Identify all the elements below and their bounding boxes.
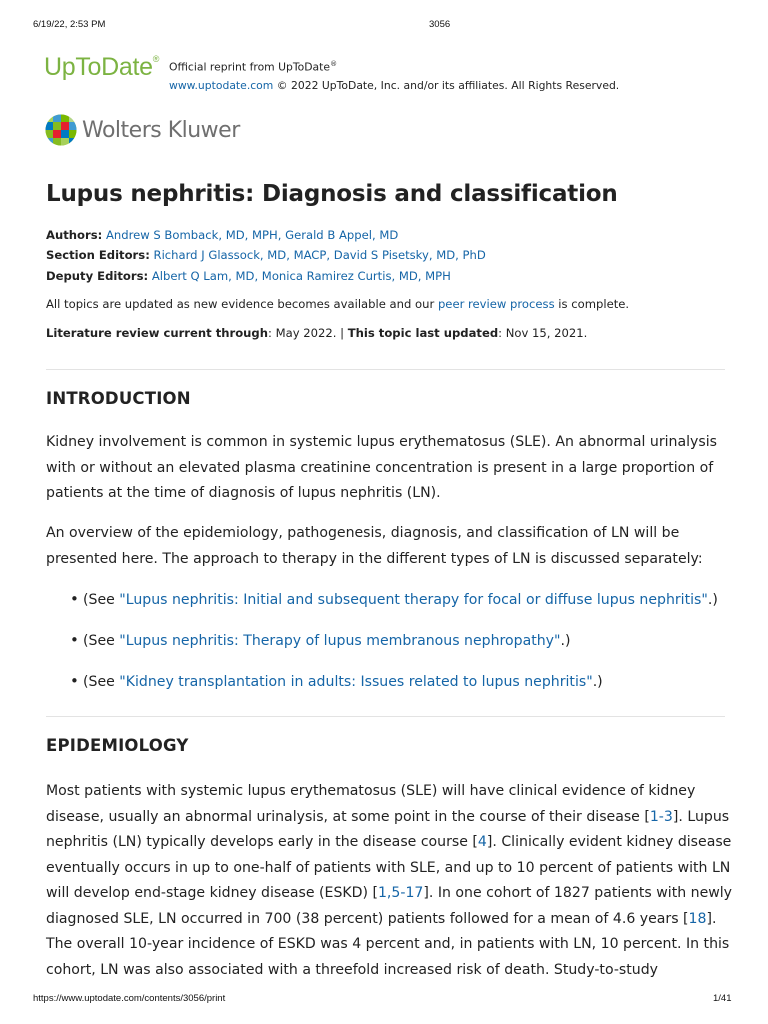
- see-suffix: .): [560, 633, 571, 649]
- see-prefix: (See: [83, 674, 120, 690]
- print-url: https://www.uptodate.com/contents/3056/print: [33, 993, 226, 1004]
- publisher-name: Wolters Kluwer: [82, 117, 240, 143]
- section-editors-label: Section Editors: [46, 248, 146, 262]
- epi-text-3: ]. Clinically evident kidney disease eventually occurs in up to one-half of patients with SLE, and up to 10 percent of patients with LN will develop end-stage kidney disease (ESKD) [: [46, 834, 732, 901]
- deputy-editors-label: Deputy Editors: [46, 269, 144, 283]
- authors-label: Authors: [46, 228, 98, 242]
- print-page-number: 1/41: [713, 993, 732, 1004]
- authors-links[interactable]: Andrew S Bomback, MD, MPH, Gerald B Appel, MD: [105, 228, 399, 242]
- section-divider: [46, 716, 725, 717]
- wolters-kluwer-mosaic-icon: [45, 114, 77, 146]
- reprint-notice: [169, 55, 619, 95]
- topic-link-focal-diffuse-therapy[interactable]: "Lupus nephritis: Initial and subsequent therapy for focal or diffuse lupus nephritis": [119, 592, 708, 608]
- peer-review-link[interactable]: peer review process: [437, 297, 555, 311]
- reference-link[interactable]: 18: [688, 910, 707, 927]
- epidemiology-heading: EPIDEMIOLOGY: [46, 736, 189, 755]
- see-prefix: (See: [83, 633, 120, 649]
- reference-link[interactable]: 4: [477, 834, 487, 850]
- deputy-editors-links[interactable]: Albert Q Lam, MD, Monica Ramirez Curtis, MD, MPH: [151, 269, 451, 283]
- reprint-registered-mark: ®: [330, 60, 338, 68]
- registered-mark: ®: [152, 53, 160, 64]
- epi-text-1: Most patients with systemic lupus erythematosus (SLE) will have clinical evidence of kidney disease, usually an abnormal urinalysis, at some point in the course of their disease [: [46, 783, 696, 825]
- topic-link-kidney-transplantation[interactable]: "Kidney transplantation in adults: Issues related to lupus nephritis": [119, 674, 593, 690]
- bullet-icon: •: [70, 590, 79, 608]
- bullet-icon: •: [70, 631, 79, 649]
- copyright-text: © 2022 UpToDate, Inc. and/or its affiliates. All Rights Reserved.: [273, 78, 620, 92]
- see-suffix: .): [592, 674, 603, 690]
- epi-text-5: ]. The overall 10-year incidence of ESKD was 4 percent and, in patients with LN, 10 percent. In this cohort, LN was also associated with a threefold increased risk of death. Study-to-study: [46, 910, 730, 978]
- list-item: [70, 630, 571, 651]
- epi-text-4: ]. In one cohort of 1827 patients with newly diagnosed SLE, LN occurred in 700 (38 percent) patients followed for a mean of 4.6 years [: [46, 885, 733, 927]
- bullet-icon: •: [70, 672, 79, 690]
- list-item: [70, 671, 603, 692]
- list-item: [70, 589, 718, 610]
- lit-review-value: : May 2022. |: [268, 326, 348, 340]
- reprint-text: Official reprint from UpToDate: [169, 60, 331, 74]
- last-updated-value: : Nov 15, 2021.: [498, 326, 588, 340]
- reprint-line: [169, 55, 619, 77]
- section-editors-links[interactable]: Richard J Glassock, MD, MACP, David S Pisetsky, MD, PhD: [153, 248, 486, 262]
- epi-text-2: ]. Lupus nephritis (LN) typically develops early in the disease course [: [46, 808, 730, 850]
- reference-link[interactable]: 1-3: [649, 808, 673, 825]
- topic-link-membranous-therapy[interactable]: "Lupus nephritis: Therapy of lupus membranous nephropathy": [119, 633, 561, 649]
- lit-review-label: Literature review current through: [46, 326, 268, 340]
- see-prefix: (See: [83, 592, 120, 608]
- article-title: Lupus nephritis: Diagnosis and classification: [46, 181, 618, 207]
- reference-link[interactable]: 1,5-17: [377, 885, 424, 901]
- introduction-paragraph-2: An overview of the epidemiology, pathogenesis, diagnosis, and classification of LN will be presented here. The approach to therapy in the different types of LN is discussed separately:: [46, 525, 703, 567]
- deputy-editors-line: Deputy Editors: Albert Q Lam, MD, Monica Ramirez Curtis, MD, MPH: [46, 269, 451, 283]
- uptodate-logo-text: UpToDate: [44, 53, 153, 81]
- wolters-kluwer-logo: [45, 113, 240, 147]
- update-note-end: is complete.: [554, 297, 630, 311]
- introduction-paragraph-1: Kidney involvement is common in systemic lupus erythematosus (SLE). An abnormal urinalysis with or without an elevated plasma creatinine concentration is present in a large proportion of patients at the time of diagnosis of lupus nephritis (LN).: [46, 434, 717, 501]
- copyright-line: [169, 77, 619, 95]
- introduction-heading: INTRODUCTION: [46, 389, 191, 408]
- epidemiology-paragraph-1: [46, 779, 736, 983]
- section-divider: [46, 369, 725, 370]
- print-doc-id: 3056: [429, 19, 451, 30]
- update-note: [46, 297, 629, 311]
- print-datetime: 6/19/22, 2:53 PM: [33, 19, 106, 30]
- section-editors-line: Section Editors: Richard J Glassock, MD, MACP, David S Pisetsky, MD, PhD: [46, 248, 486, 262]
- authors-line: Authors: Andrew S Bomback, MD, MPH, Gerald B Appel, MD: [46, 228, 399, 242]
- uptodate-site-link[interactable]: www.uptodate.com: [169, 78, 274, 92]
- review-dates-line: [46, 326, 587, 340]
- update-note-text: All topics are updated as new evidence becomes available and our: [46, 297, 438, 311]
- see-suffix: .): [707, 592, 718, 608]
- uptodate-logo[interactable]: [44, 53, 159, 82]
- last-updated-label: This topic last updated: [347, 326, 499, 340]
